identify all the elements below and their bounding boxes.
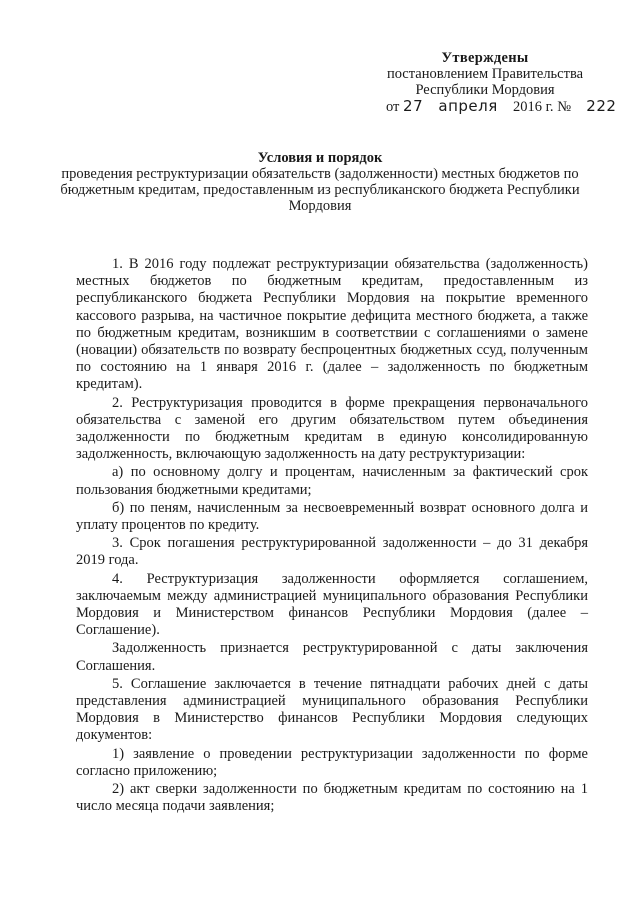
paragraph-4b: Задолженность признается реструктурированной с даты заключения Соглашения. [76,640,588,674]
date-month: апреля [438,97,498,115]
date-year: 2016 г. [513,99,554,115]
approval-title: Утверждены [441,50,529,66]
number-sign: № [557,99,572,115]
paragraph-3: 3. Срок погашения реструктурированной задолженности – до 31 декабря 2019 года. [76,535,588,569]
paragraph-2b: б) по пеням, начисленным за несвоевременный возврат основного долга и уплату процентов по кредиту. [76,499,588,534]
paragraph-5-2: 2) акт сверки задолженности по бюджетным кредитам по состоянию на 1 число месяца подачи заявления; [76,781,588,815]
paragraph-5: 5. Соглашение заключается в течение пятнадцати рабочих дней с даты представления администрацией муниципального образования Республики Мордовия в Министерство финансов Республики Мордовия следующих документов: [76,675,588,744]
decree-number: 222 [586,97,617,115]
document-title [60,150,580,214]
title-main: Условия и порядок [257,150,383,166]
approval-line-2: Республики Мордовия [415,82,555,98]
date-prefix: от [386,99,400,115]
document-body [76,256,588,817]
approval-date-line [360,97,617,115]
approval-line-1: постановлением Правительства [386,66,584,82]
title-subtitle: проведения реструктуризации обязательств (задолженности) местных бюджетов по бюджетным кредитам, предоставленным из республиканского бюджета Республики Мордовия [60,166,580,214]
date-day: 27 [403,97,424,115]
paragraph-2a: а) по основному долгу и процентам, начисленным за фактический срок пользования бюджетными кредитами; [76,464,588,498]
paragraph-4: 4. Реструктуризация задолженности оформляется соглашением, заключаемым между администрацией муниципального образования Республики Мордовия и Министерством финансов Республики Мордовия (далее – Соглашение). [76,570,588,639]
paragraph-1: 1. В 2016 году подлежат реструктуризации обязательства (задолженность) местных бюджетов по бюджетным кредитам, предоставленным из республиканского бюджета Республики Мордовия на покрытие временного кассового разрыва, на частичное покрытие дефицита местного бюджета, а также по бюджетным кредитам, возникшим в соответствии с соглашениями о замене (новации) обязательств по возврату беспроцентных бюджетных ссуд, полученным по состоянию на 1 января 2016 г. (далее – задолженность по бюджетным кредитам). [76,256,588,393]
approval-stamp-block [360,50,617,115]
paragraph-5-1: 1) заявление о проведении реструктуризации задолженности по форме согласно приложению; [76,745,588,779]
paragraph-2: 2. Реструктуризация проводится в форме прекращения первоначального обязательства с заменой его другим обязательством путем объединения задолженности по бюджетным кредитам в единую консолидированную задолженность, включающую задолженность на дату реструктуризации: [76,394,588,463]
